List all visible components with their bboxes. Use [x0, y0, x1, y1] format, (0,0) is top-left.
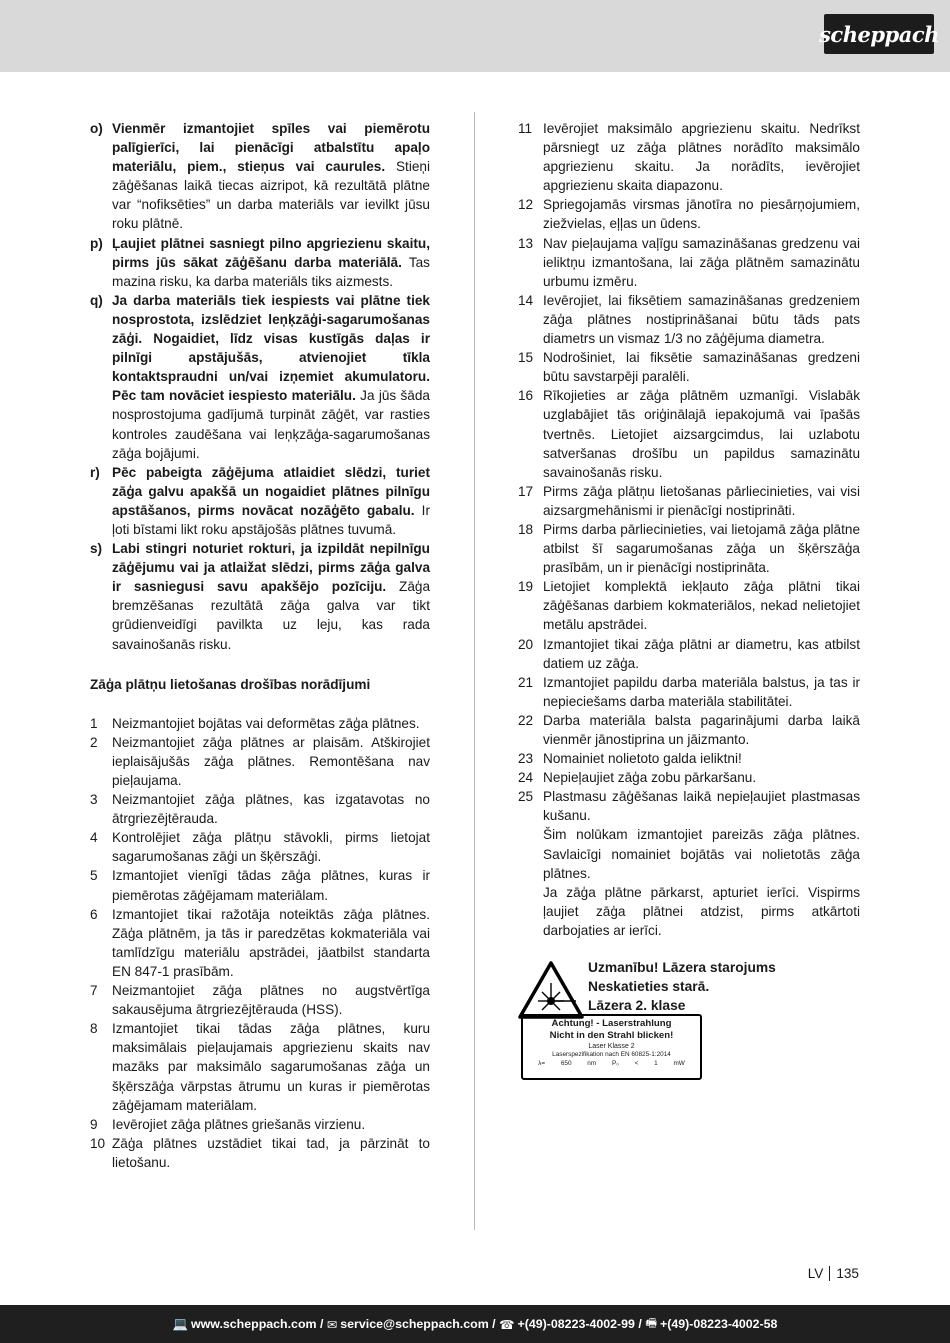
laser-warning-line: Uzmanību! Lāzera starojums	[588, 960, 776, 976]
list-item-bold-text: Ļaujiet plātnei sasniegt pilno apgriezienu skaitu, pirms jūs sākat zāģēšanu darba materiālā.	[112, 235, 430, 270]
list-item-label: s)	[90, 541, 103, 557]
list-item-bold-text: Pēc pabeigta zāģējuma atlaidiet slēdzi, turiet zāģa galvu apakšā un nogaidiet plātnes pilnīgu apstāšanos, pirms novācat nozāģēto gabalu.	[112, 464, 430, 518]
mail-icon: ✉	[326, 1317, 338, 1332]
list-item-number: 5	[90, 868, 98, 884]
list-item-text: Šim nolūkam izmantojiet pareizās zāģa plātnes. Savlaicīgi nomainiet bojātās vai nolietotās zāģa plātnes.	[543, 827, 860, 881]
list-item-number: 11	[518, 121, 533, 136]
list-item-number: 22	[518, 712, 534, 728]
fax-icon: 🖷	[645, 1315, 657, 1330]
phone-icon: ☎	[499, 1317, 515, 1332]
brand-logo	[819, 14, 939, 54]
list-item-number: 7	[90, 983, 98, 999]
right-column	[518, 119, 860, 1098]
footer-fax: +(49)-08223-4002-58	[660, 1317, 778, 1331]
list-item-text: Nav pieļaujama vaļīgu samazināšanas gredzenu vai ieliktņu izmantošana, lai zāģa plātnēm samazinātu urbumu izmēru.	[543, 235, 860, 289]
list-item-number: 17	[518, 483, 534, 499]
page-number-separator	[829, 1266, 830, 1281]
laser-warning-icon	[518, 961, 584, 1019]
numbered-list-item	[518, 711, 860, 749]
list-item-text: Izmantojiet vienīgi tādas zāģa plātnes, kuras ir piemērotas zāģējamam materiālam.	[112, 868, 430, 903]
laser-class-label	[521, 1014, 702, 1080]
list-item-text: Izmantojiet tikai zāģa plātni ar diametru, kas atbilst datiem uz zāģa.	[543, 636, 860, 671]
list-item-regular-text: Ja jūs šāda nosprostojuma gadījumā turpināt zāģēt, var rasties kontroles zaudēšana vai leņķzāģa-sagarumošanas zāģa bojājumi.	[112, 388, 430, 461]
list-item-number: 12	[518, 197, 534, 213]
page-language: LV	[807, 1266, 824, 1281]
numbered-list-item	[518, 291, 860, 348]
numbered-list-item	[90, 866, 430, 904]
numbered-list-item	[518, 520, 860, 577]
header-bar	[0, 0, 950, 72]
laser-warning-text	[588, 958, 776, 1015]
list-item-text: Kontrolējiet zāģa plātņu stāvokli, pirms lietojat sagarumošanas zāģi un šķērszāģi.	[112, 830, 430, 865]
list-item-text: Ja zāģa plātne pārkarst, apturiet ierīci. Vispirms ļaujiet zāģa plātnei atdzist, pirms atkārtoti darbojaties ar ierīci.	[543, 884, 860, 938]
numbered-list-right	[518, 119, 860, 825]
list-item-number: 8	[90, 1021, 98, 1037]
list-item-regular-text: Zāģa bremzēšanas rezultātā zāģa galva var tikt grūdienveidīgi pavilkta uz leju, kas rada savainošanās risku.	[112, 579, 430, 652]
list-item-text: Neizmantojiet zāģa plātnes, kas izgatavotas no ātrgriezējtērauda.	[112, 792, 430, 827]
laser-warning-line: Lāzera 2. klase	[588, 998, 686, 1014]
list-item-continuation	[518, 883, 860, 940]
list-item-text: Darba materiāla balsta pagarinājumi darba laikā vienmēr jānostiprina un jāizmanto.	[543, 712, 860, 747]
list-item-number: 16	[518, 388, 534, 404]
footer-website[interactable]: www.scheppach.com /	[190, 1317, 324, 1331]
list-item-text	[112, 539, 430, 654]
footer-email[interactable]: service@scheppach.com /	[340, 1317, 496, 1331]
numbered-list-item	[518, 673, 860, 711]
numbered-list-item	[518, 749, 860, 768]
list-item-bold-text: Ja darba materiāls tiek iespiests vai plātne tiek nosprostota, izslēdziet leņķzāģi-sagarumošanas zāģi. Nogaidiet, līdz visas kustīgās daļas ir pilnīgi apstājušās, atvienojiet tīkla kontaktspraudni un/vai izņemiet akumulatoru. Pēc tam novāciet iespiesto materiālu.	[112, 292, 430, 404]
page-number-value: 135	[836, 1266, 859, 1281]
list-item-text: Izmantojiet tikai ražotāja noteiktās zāģa plātnes. Zāģa plātnēm, ja tās ir paredzētas kokmateriāla vai tamlīdzīgu materiālu apstrādei, jāatbilst standarta EN 847-1 prasībām.	[112, 906, 430, 979]
lettered-list-item	[90, 291, 430, 463]
numbered-list-item	[518, 787, 860, 825]
list-item-text: Pirms darba pārliecinieties, vai lietojamā zāģa plātne atbilst šī sagarumošanas zāģa un šķērszāģa prasībām, un ir pienācīgi nostiprināta.	[543, 521, 860, 576]
lettered-list-item	[90, 119, 430, 234]
numbered-list-item	[90, 981, 430, 1019]
numbered-list-item	[90, 1115, 430, 1134]
list-item-number: 21	[518, 674, 534, 690]
list-item-number: 3	[90, 792, 98, 808]
list-item-regular-text: Stieņi zāģēšanas laikā tiecas aizripot, kā rezultātā plātne var “nofiksēties” un darba materiāls var ievilkt jūsu roku plātnē.	[112, 159, 430, 232]
list-item-text: Rīkojieties ar zāģa plātnēm uzmanīgi. Vislabāk uzglabājiet tās oriģinālajā iepakojumā vai īpašās tvertnēs. Lietojiet aizsargcimdus, lai uzlabotu satveršanas drošību un papildus samazinātu savainošanās risku.	[543, 388, 860, 480]
numbered-list-item	[518, 348, 860, 386]
laser-warning-block	[518, 958, 860, 1098]
lettered-list	[90, 119, 430, 654]
list-item-text: Neizmantojiet zāģa plātnes ar plaisām. Atškirojiet ieplaisājušās zāģa plātnes. Remontēšana nav pieļaujama.	[112, 734, 430, 788]
list-item-text: Nepieļaujiet zāģa zobu pārkaršanu.	[543, 770, 757, 786]
list-item-continuation	[518, 825, 860, 882]
list-item-number: 15	[518, 350, 534, 366]
numbered-list-item	[518, 234, 860, 291]
numbered-list-left	[90, 714, 430, 1172]
list-item-text: Neizmantojiet bojātas vai deformētas zāģa plātnes.	[112, 715, 420, 731]
list-item-number: 1	[90, 715, 98, 731]
laser-label-line: Achtung! - Laserstrahlung	[551, 1018, 672, 1030]
list-item-number: 10	[90, 1135, 106, 1151]
footer-phone: +(49)-08223-4002-99 /	[517, 1317, 642, 1331]
laser-label-line: Laser Klasse 2	[588, 1043, 635, 1051]
list-item-text	[112, 291, 430, 463]
numbered-list-item	[518, 577, 860, 634]
numbered-list-item	[518, 386, 860, 481]
section-title: Zāģa plātņu lietošanas drošības norādījumi	[90, 676, 371, 692]
list-item-regular-text: Tas mazina risku, ka darba materiāls tiks aizmests.	[112, 254, 430, 289]
list-item-number: 14	[518, 292, 534, 308]
numbered-list-item	[90, 790, 430, 828]
list-item-text: Nodrošiniet, lai fiksētie samazināšanas gredzeni būtu savstarpēji paralēli.	[543, 350, 860, 385]
list-item-text	[112, 234, 430, 291]
list-item-number: 13	[518, 235, 534, 251]
numbered-list-item	[90, 733, 430, 790]
list-item-text: Nomainiet nolietoto galda ieliktni!	[543, 751, 742, 767]
list-item-text	[112, 463, 430, 539]
numbered-list-item	[518, 635, 860, 673]
computer-icon: 💻	[172, 1316, 188, 1331]
laser-warning-line: Neskatieties starā.	[588, 979, 710, 995]
list-item-text: Pirms zāģa plātņu lietošanas pārliecinieties, vai visi aizsargmehānismi ir pienācīgi nostiprināti.	[543, 483, 860, 518]
list-item-label: r)	[90, 464, 100, 480]
numbered-list-item	[518, 482, 860, 520]
numbered-list-item	[90, 1019, 430, 1114]
list-item-text: Ievērojiet maksimālo apgriezienu skaitu. Nedrīkst pārsniegt uz zāģa plātnes norādīto maksimālo apgriezienu skaitu. Ja norādīts, ievērojiet apgriezienu skaita diapazonu.	[543, 121, 860, 194]
column-divider	[474, 112, 475, 1230]
numbered-list-item	[518, 768, 860, 787]
list-item-text: Zāģa plātnes uzstādiet tikai tad, ja pārzināt to lietošanu.	[112, 1135, 430, 1170]
page-number	[808, 1266, 859, 1281]
list-item-number: 24	[518, 770, 534, 786]
list-item-number: 6	[90, 906, 98, 922]
numbered-list-item	[90, 905, 430, 981]
list-item-number: 23	[518, 751, 534, 767]
list-item-text: Ievērojiet zāģa plātnes griešanās virzienu.	[112, 1116, 366, 1132]
list-item-regular-text: Ir ļoti bīstami likt roku apstājošās plātnes tuvumā.	[112, 502, 430, 537]
lettered-list-item	[90, 539, 430, 654]
left-column	[90, 119, 430, 1172]
list-item-number: 18	[518, 521, 534, 537]
list-item-text: Izmantojiet tikai tādas zāģa plātnes, kuru maksimālais pieļaujamais apgriezienu skaits nav mazāks par maksimālo sagarumošanas zāģa un šķērszāģa vārpstas ātrumu un kuras ir piemērotas zāģējamam materiālam.	[112, 1021, 430, 1113]
laser-label-line: Laserspezifikation nach EN 60825-1:2014	[552, 1051, 671, 1059]
numbered-list-item	[518, 195, 860, 233]
list-item-number: 4	[90, 830, 98, 846]
list-item-text: Ievērojiet, lai fiksētiem samazināšanas gredzeniem zāģa plātnes nostiprināšanai būtu tāds pats diametrs un vismaz 1/3 no zāģējuma diametra.	[543, 292, 860, 347]
list-item-number: 2	[90, 734, 98, 750]
list-item-label: o)	[90, 121, 103, 136]
numbered-list-item	[90, 1134, 430, 1172]
list-item-number: 19	[518, 579, 534, 595]
list-item-number: 25	[518, 789, 534, 805]
list-item-label: p)	[90, 235, 103, 251]
list-item-text: Lietojiet komplektā iekļauto zāģa plātni tikai zāģēšanas darbiem kokmateriālos, nekad nelietojiet metālu apstrādei.	[543, 579, 860, 633]
list-item-text: Izmantojiet papildu darba materiāla balstus, ja tas ir nepieciešams darba materiāla stabilitātei.	[543, 674, 860, 709]
list-item-text	[112, 119, 430, 234]
brand-logo-text: scheppach	[819, 21, 939, 47]
list-item-text: Spriegojamās virsmas jānotīra no piesārņojumiem, ziežvielas, eļļas un ūdens.	[543, 197, 860, 232]
lettered-list-item	[90, 463, 430, 539]
list-item-bold-text: Vienmēr izmantojiet spīles vai piemērotu palīgierīci, lai pienācīgi atbalstītu apaļo materiālu, piem., stieņus vai caurules.	[112, 121, 430, 175]
laser-label-line: Nicht in den Strahl blicken!	[549, 1030, 674, 1042]
numbered-list-item	[518, 119, 860, 195]
list-item-number: 9	[90, 1116, 98, 1132]
numbered-list-item	[90, 714, 430, 733]
list-item-label: q)	[90, 292, 103, 308]
list-item-number: 20	[518, 636, 534, 652]
numbered-list-item	[90, 828, 430, 866]
laser-label-line: λ= 650 nm P₀ < 1 mW	[538, 1059, 685, 1067]
list-item-text: Neizmantojiet zāģa plātnes no augstvērtīga sakausējuma ātrgriezējtērauda (HSS).	[112, 983, 430, 1018]
lettered-list-item	[90, 234, 430, 291]
footer-bar	[0, 1305, 950, 1343]
list-item-bold-text: Labi stingri noturiet rokturi, ja izpildāt nepilnīgu zāģējumu vai ja atlaižat slēdzi, pirms zāģa galva ir sasniegusi savu apakšējo pozīciju.	[112, 541, 430, 595]
list-item-text: Plastmasu zāģēšanas laikā nepieļaujiet plastmasas kušanu.	[543, 789, 860, 824]
